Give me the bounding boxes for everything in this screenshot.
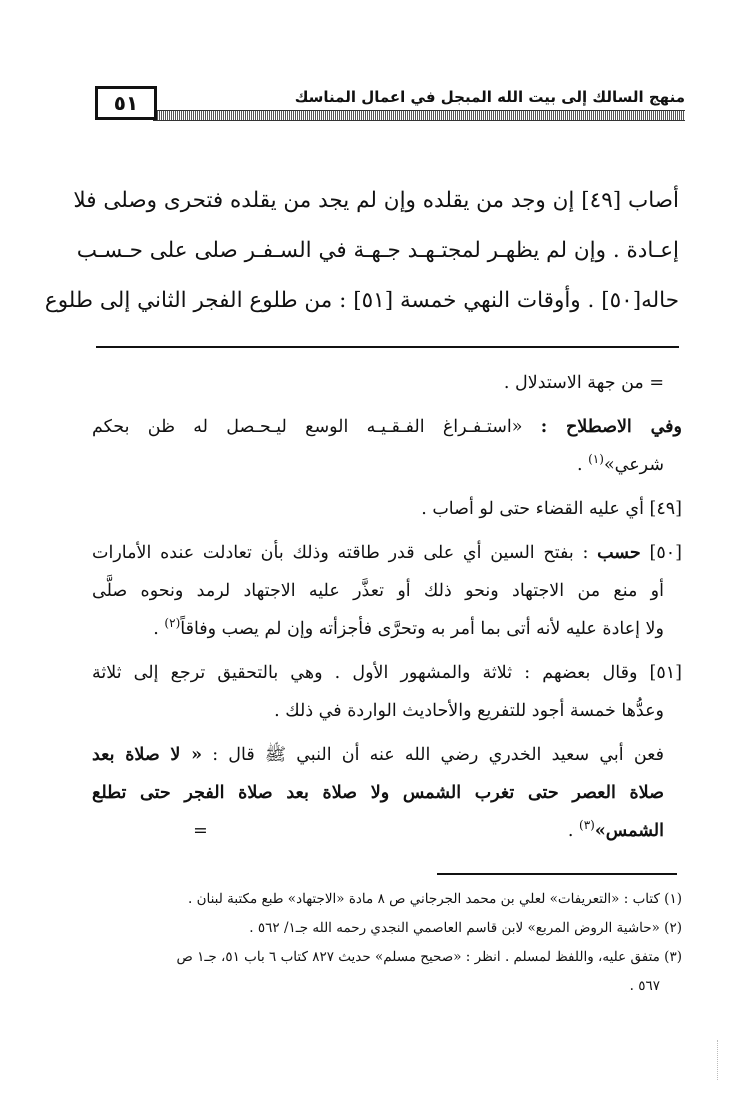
footnotes [92,885,682,1001]
header-rule [153,110,685,121]
footnote-3-cont: ٥٦٧ . [629,978,660,994]
main-line: أصاب [٤٩] إن وجد من يقلده وإن لم يجد من يقلده فتحرى وصلى فلا [73,188,679,213]
note-continuation: = من جهة الاستدلال . [503,373,664,393]
footnote-ref: (١) [588,452,604,467]
footnote-3: (٣) متفق عليه، واللفظ لمسلم . انظر : «صحيح مسلم» حديث ٨٢٧ كتاب ٦ باب ٥١، جـ١ ص [176,949,682,965]
note-51: [٥١] وقال بعضهم : ثلاثة والمشهور الأول . وهي بالتحقيق ترجع إلى ثلاثة وعدُّها خمسة أجود للتفريع والأحاديث الواردة في ذلك . [92,663,682,721]
scan-margin-mark [717,1040,719,1080]
hadith-quote: « لا صلاة بعد [92,745,203,765]
footnote-separator [437,873,677,875]
footnote-1: (١) كتاب : «التعريفات» لعلي بن محمد الجرجاني ص ٨ مادة «الاجتهاد» طبع مكتبة لبنان . [187,891,682,907]
main-separator [96,346,679,348]
page-header [95,86,685,126]
note-50: [٥٠] حسب : بفتح السين أي على قدر طاقته وذلك بأن تعادلت عنده الأمارات أو منع من الاجتهاد ونحو ذلك أو تعذَّر عليه الاجتهاد لرمد ونحوه صلَّى ولا إعادة عليه لأنه أتى بما أمر به وتحرَّى فأجزأته وإن لم يصب وفاقاً$^{(٢)}$ . [92,543,682,639]
footnote-2: (٢) «حاشية الروض المربع» لابن قاسم العاصمي النجدي رحمه الله جـ١/ ٥٦٢ . [249,920,682,936]
hadith-paragraph: فعن أبي سعيد الخدري رضي الله عنه أن النبي ﷺ قال : « لا صلاة بعد صلاة العصر حتى تغرب الشمس ولا صلاة بعد صلاة الفجر حتى تطلع الشمس»$^{(٣)}$ .= [92,736,682,850]
footnote-ref: (٢) [164,616,181,631]
hadith-quote: صلاة العصر حتى تغرب الشمس ولا صلاة بعد صلاة الفجر حتى تطلع [92,783,664,803]
footnote-ref: (٣) [579,818,595,833]
page-number: ٥١ [95,86,157,120]
note-terminology: وفي الاصطلاح : «استـفـراغ الفـقـيـه الوسع ليـحـصل له ظن بحكم شرعي»$^{(١)}$ . [92,417,682,475]
main-line: حاله[٥٠] . وأوقات النهي خمسة [٥١] : من طلوع الفجر الثاني إلى طلوع [44,288,679,313]
continuation-mark: = [193,821,208,841]
note-49: [٤٩] أي عليه القضاء حتى لو أصاب . [421,499,682,519]
term-text: «استـفـراغ الفـقـيـه الوسع ليـحـصل له ظن بحكم [92,417,523,437]
main-text [44,176,679,326]
note-50-label: حسب [597,543,641,563]
term-label: وفي الاصطلاح : [540,417,682,437]
running-title: منهج السالك إلى بيت الله المبجل في اعمال المناسك [294,88,685,106]
main-line: إعـادة . وإن لم يظهـر لمجتـهـد جـهـة في السـفـر صلى على حـسـب [76,238,679,263]
commentary-notes [92,364,682,856]
